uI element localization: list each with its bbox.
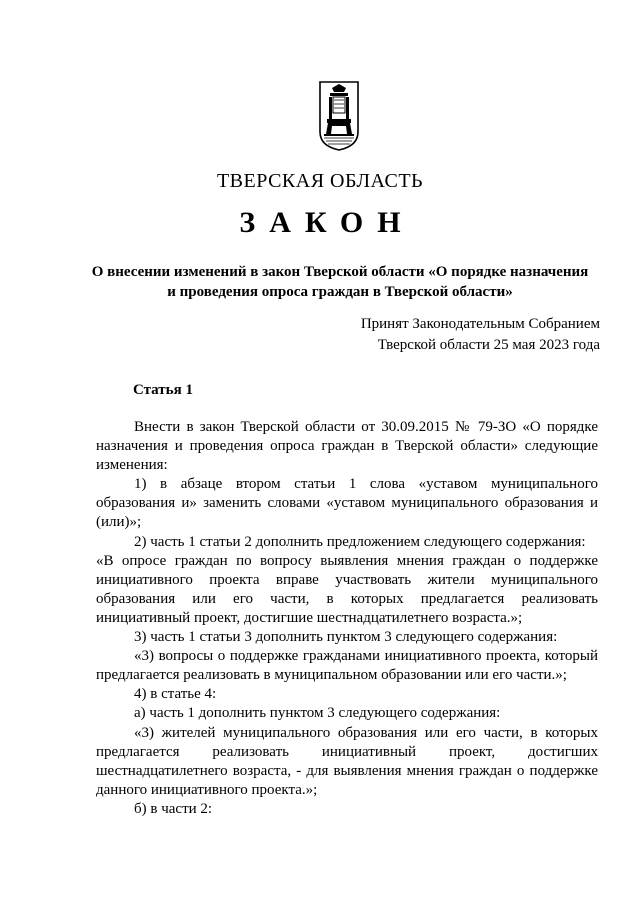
region-name: ТВЕРСКАЯ ОБЛАСТЬ (216, 170, 424, 192)
body-paragraph: «3) вопросы о поддержке гражданами инициативного проекта, который предлагается реализовать в муниципальном образовании или его части.»; (96, 648, 598, 684)
body-paragraph: 4) в статье 4: (134, 686, 217, 703)
body-paragraph: 1) в абзаце втором статьи 1 слова «уставом муниципального образования и» заменить словами «уставом муниципального образования и (или)»; (96, 476, 598, 531)
body-paragraph: 3) часть 1 статьи 3 дополнить пунктом 3 следующего содержания: (134, 629, 558, 646)
body-paragraph: б) в части 2: (134, 800, 213, 817)
adoption-note-line-2: Тверской области 25 мая 2023 года (377, 337, 600, 353)
body-paragraph: Внести в закон Тверской области от 30.09.2015 № 79-ЗО «О порядке назначения и проведения опроса граждан в Тверской области» следующие изменения: (96, 419, 598, 474)
document-type-heading: ЗАКОН (239, 206, 415, 239)
tver-coat-of-arms-emblem (318, 80, 360, 152)
body-paragraph: 2) часть 1 статьи 2 дополнить предложением следующего содержания: (134, 533, 586, 550)
body-paragraph: «3) жителей муниципального образования или его части, в которых предлагается реализовать инициативный проект, достигших шестнадцатилетнего возраста, - для выявления мнения граждан о поддержке данного инициативного проекта.»; (96, 724, 598, 798)
law-title-line-1: О внесении изменений в закон Тверской области «О порядке назначения (91, 264, 589, 280)
adoption-note-line-1: Принят Законодательным Собранием (360, 316, 600, 332)
article-body (96, 418, 598, 819)
law-title (80, 262, 600, 302)
adoption-note (361, 314, 600, 356)
law-title-line-2: и проведения опроса граждан в Тверской области» (167, 284, 513, 300)
body-paragraph: а) часть 1 дополнить пунктом 3 следующего содержания: (134, 705, 501, 722)
body-paragraph: «В опросе граждан по вопросу выявления мнения граждан о поддержке инициативного проекта вправе участвовать жители муниципального образования или его части, в которых предлагается реализовать инициативный проект, достигшие шестнадцатилетнего возраста.»; (96, 552, 598, 626)
article-heading: Статья 1 (133, 382, 193, 398)
